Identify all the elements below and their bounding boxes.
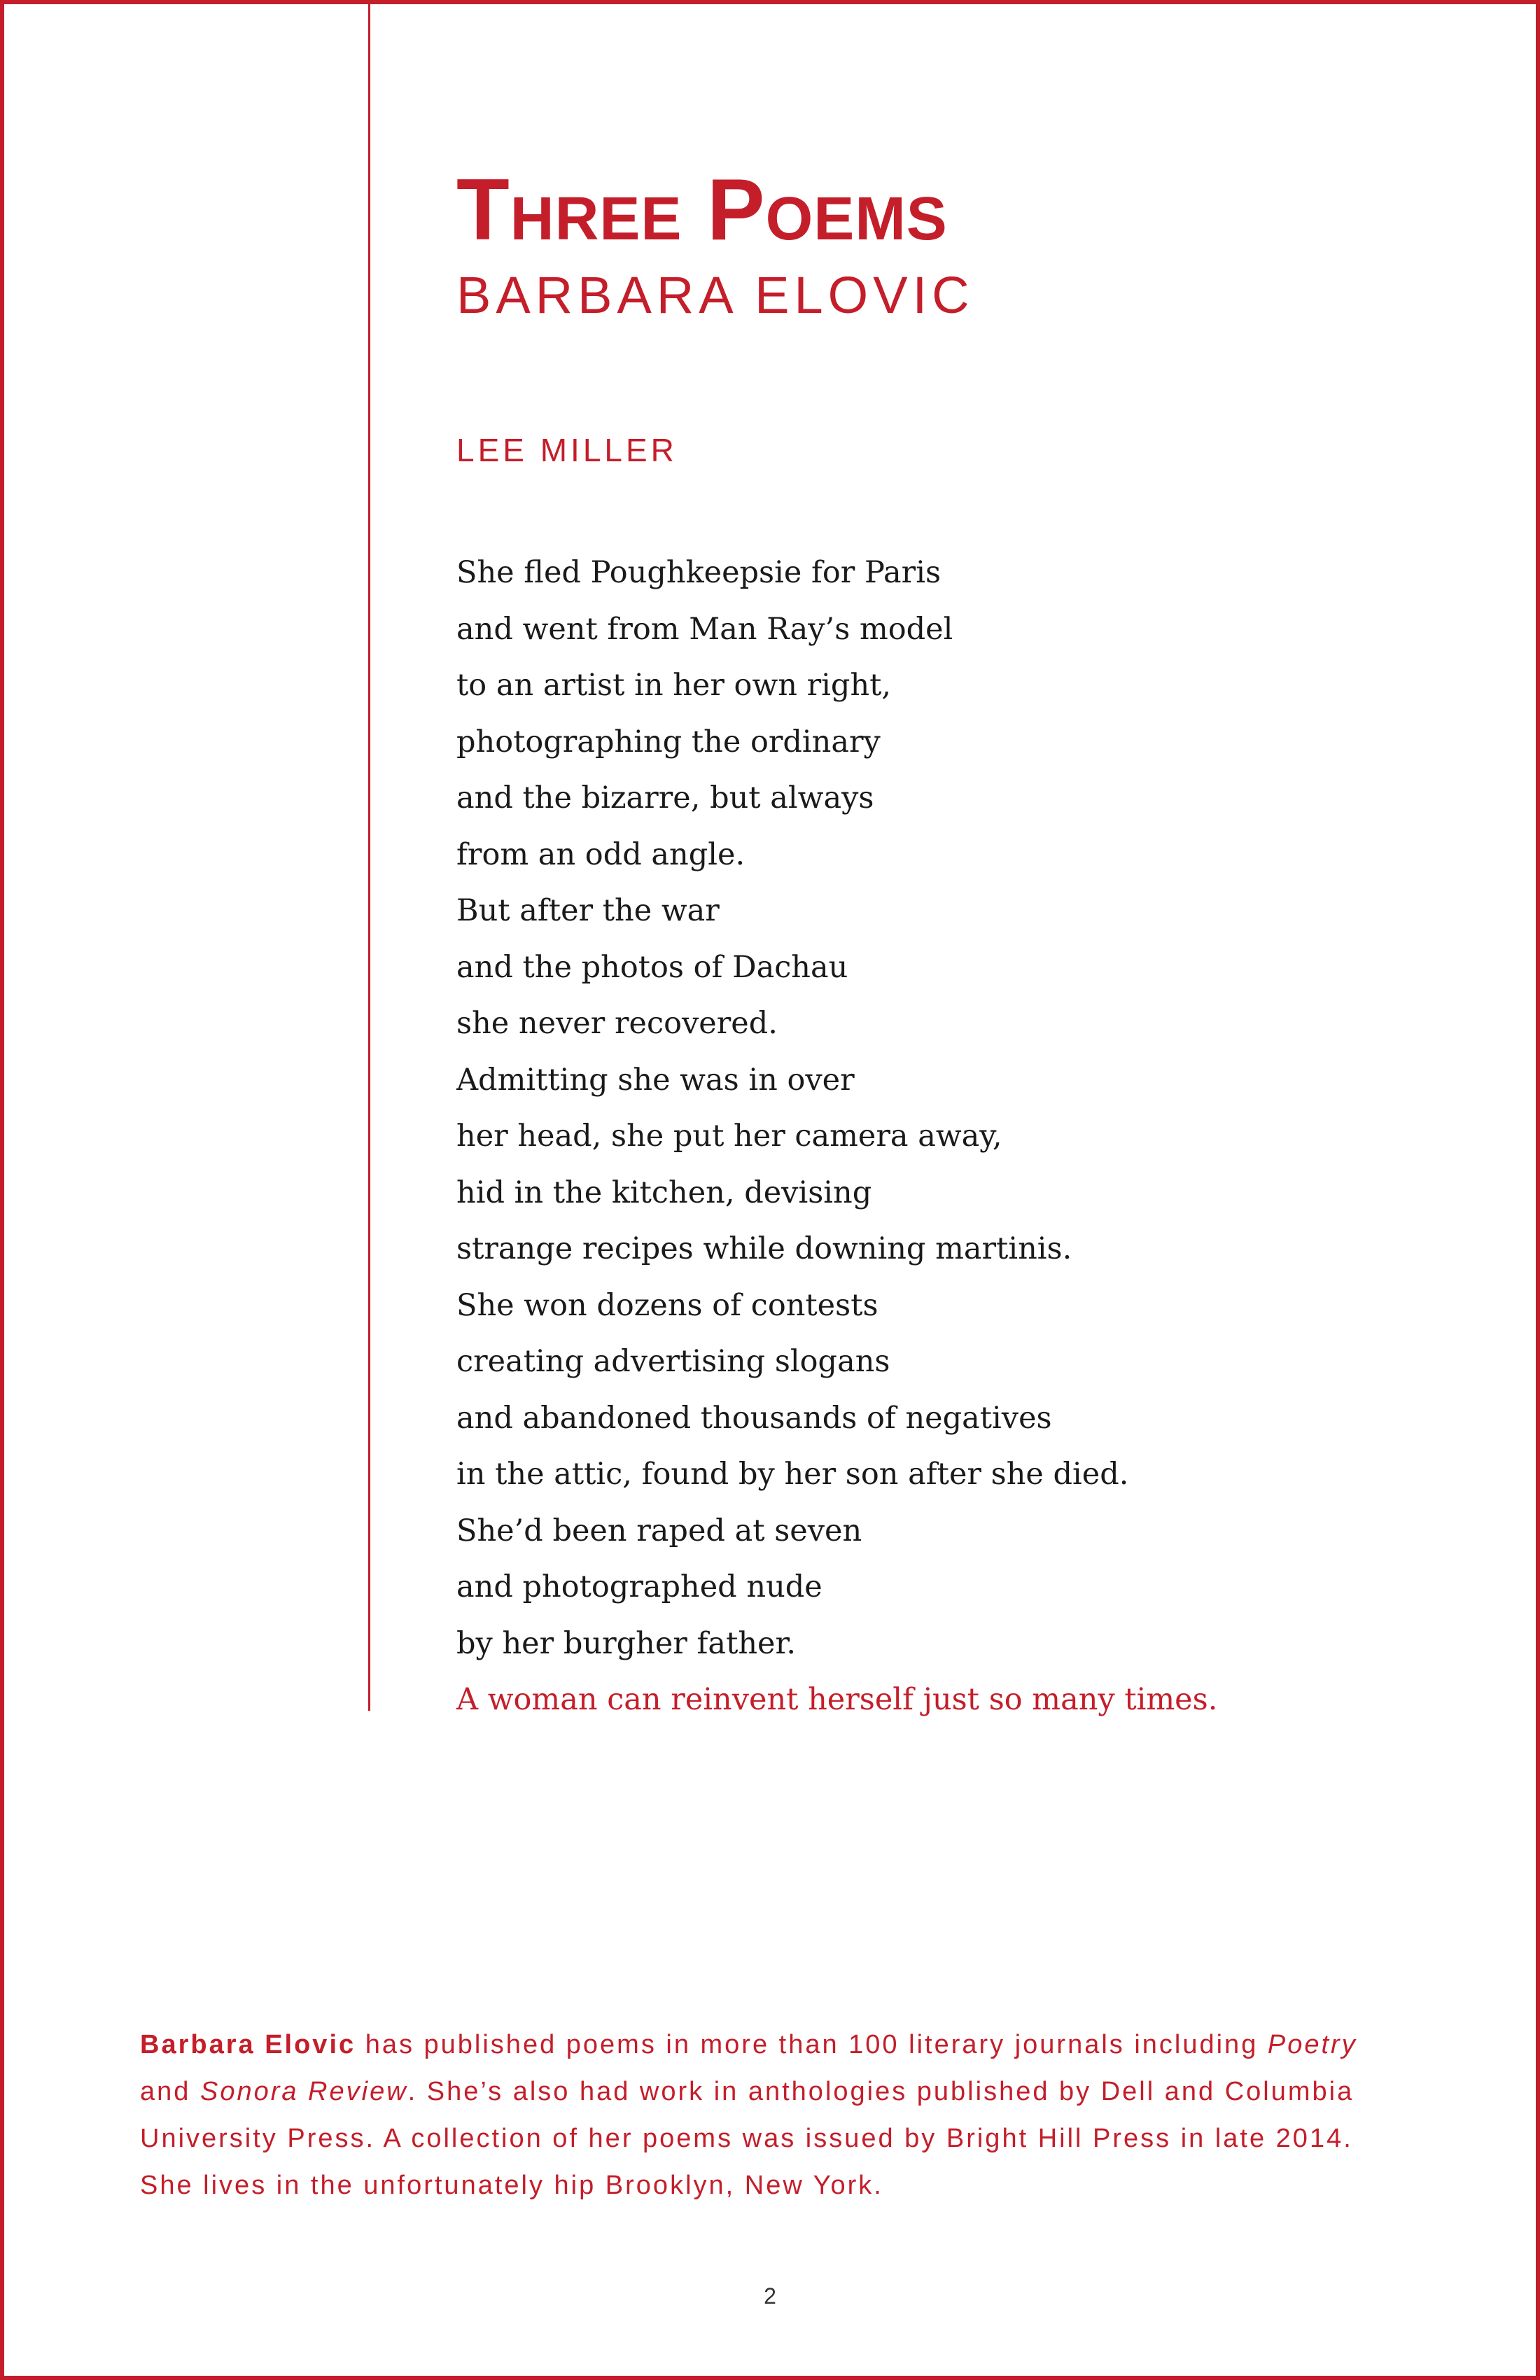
poem-title: LEE MILLER	[456, 432, 678, 468]
poem-line: her head, she put her camera away,	[456, 1119, 1002, 1154]
bio-text: and	[140, 2077, 200, 2106]
bio-journal-title: Poetry	[1267, 2030, 1357, 2059]
poem-line: hid in the kitchen, devising	[456, 1175, 872, 1210]
poem-line: from an odd angle.	[456, 836, 746, 872]
bio-text: . She’s also had work in anthologies published by Dell and Columbia University Press. A collection of her poems was issued by Bright Hill Press in late 2014. She lives in the unfortunately hip Brooklyn, New York.	[140, 2077, 1354, 2200]
bio-author-name: Barbara Elovic	[140, 2030, 356, 2059]
vertical-rule	[368, 4, 370, 1711]
poem-closing-line: A woman can reinvent herself just so many times.	[456, 1682, 1218, 1717]
poem-line: to an artist in her own right,	[456, 668, 892, 703]
poem-line: in the attic, found by her son after she died.	[456, 1457, 1129, 1492]
poem-line: She’d been raped at seven	[456, 1513, 862, 1548]
poem-line: creating advertising slogans	[456, 1344, 890, 1379]
poem-line: She fled Poughkeepsie for Paris	[456, 555, 941, 590]
poem-line: Admitting she was in over	[456, 1062, 855, 1098]
header	[456, 158, 974, 327]
poem-line: by her burgher father.	[456, 1625, 796, 1661]
poem-line: and the photos of Dachau	[456, 949, 848, 985]
author-name: BARBARA ELOVIC	[456, 266, 974, 324]
poem-line: and abandoned thousands of negatives	[456, 1400, 1052, 1436]
bio-journal-title: Sonora Review	[200, 2077, 408, 2106]
poem-line: she never recovered.	[456, 1006, 778, 1041]
bio-text: has published poems in more than 100 literary journals including	[356, 2030, 1268, 2059]
author-bio	[140, 2022, 1414, 2209]
poem-line: and the bizarre, but always	[456, 780, 874, 816]
poem-line: But after the war	[456, 893, 720, 928]
poem-line: strange recipes while downing martinis.	[456, 1231, 1072, 1266]
poem-body	[456, 545, 1217, 1728]
poem-line: photographing the ordinary	[456, 724, 881, 760]
poem-line: and photographed nude	[456, 1569, 822, 1604]
page-title: Three Poems	[456, 162, 948, 258]
poem-line: She won dozens of contests	[456, 1287, 878, 1323]
page-number: 2	[764, 2283, 776, 2309]
poem-line: and went from Man Ray’s model	[456, 611, 953, 647]
